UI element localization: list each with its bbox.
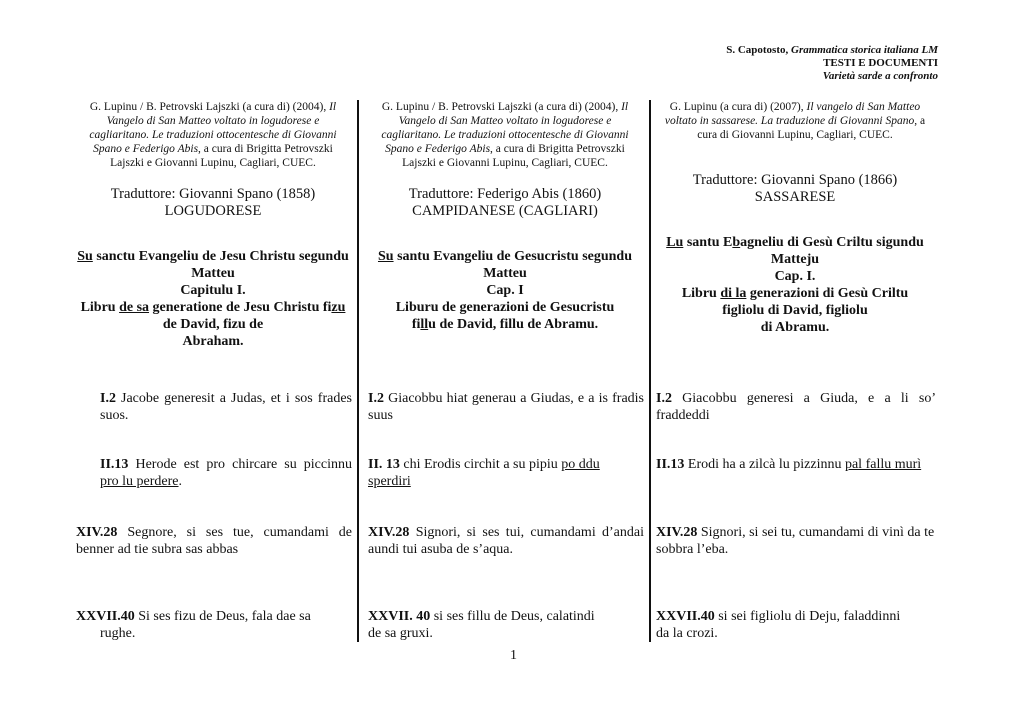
citation: G. Lupinu / B. Petrovski Lajszki (a cura di) (2004), Il Vangelo di San Matteo voltato in logudorese e cagliaritano. Le traduzioni ottocentesche di Giovanni Spano e Federigo Abis, a cura di Brigitta Petrovszki Lajszki e Giovanni Lupinu, Cagliari, CUEC. [381, 101, 629, 169]
gospel-title: Su sanctu Evangeliu de Jesu Christu segundu Matteu Capitulu I. Libru de sa generatione de Jesu Christu fizu de David, fizu de Abraham. [77, 249, 349, 349]
translator-block [70, 186, 356, 220]
translator: Traduttore: Federigo Abis (1860) [408, 186, 602, 202]
column-sassarese [650, 100, 940, 642]
verse-1-2: I.2 Giacobbu hiat generau a Giudas, e a is fradis suus [368, 391, 645, 423]
verse-1-2: I.2 Jacobe generesit a Judas, et i sos frades suos. [100, 391, 352, 423]
verse-27-40: XXVII.40 Si ses fizu de Deus, fala dae sa rughe. [76, 609, 311, 641]
translator: Traduttore: Giovanni Spano (1866) [692, 172, 898, 188]
translator-block [650, 172, 940, 206]
header-author: S. Capotosto, [726, 44, 789, 56]
translator-block [362, 186, 648, 220]
variety: SASSARESE [754, 189, 836, 205]
verse-14-28: XIV.28 Signori, si ses tui, cumandami d’andai aundi tui asuba de s’aqua. [368, 525, 644, 557]
verse-27-40: XXVII. 40 si ses fillu de Deus, calatindi de sa gruxi. [368, 609, 595, 641]
verse-2-13: II.13 Erodi ha a zilcà lu pizzinnu pal fallu murì [656, 457, 922, 472]
column-logudorese [70, 100, 356, 642]
gospel-title: Lu santu Ebagneliu di Gesù Criltu sigundu Matteju Cap. I. Libru di la generazioni di Gesù Criltu figliolu di David, figliolu di Abramu. [666, 235, 924, 335]
verse-1-2: I.2 Giacobbu generesi a Giuda, e a li so’ fraddeddi [656, 391, 936, 423]
verse-14-28: XIV.28 Signori, si sei tu, cumandami di vinì da te sobbra l’eba. [656, 525, 935, 557]
translator: Traduttore: Giovanni Spano (1858) [110, 186, 316, 202]
variety: CAMPIDANESE (CAGLIARI) [412, 203, 598, 219]
verse-2-13: II.13 Herode est pro chircare su piccinnu pro lu perdere. [100, 457, 353, 489]
header-book-title: Grammatica storica italiana LM [791, 44, 938, 56]
page-number: 1 [510, 648, 517, 663]
citation: G. Lupinu / B. Petrovski Lajszki (a cura di) (2004), Il Vangelo di San Matteo voltato in logudorese e cagliaritano. Le traduzioni ottocentesche di Giovanni Spano e Federigo Abis, a cura di Brigitta Petrovszki Lajszki e Giovanni Lupinu, Cagliari, CUEC. [89, 101, 337, 169]
header-subsection: Varietà sarde a confronto [822, 70, 938, 82]
citation: G. Lupinu (a cura di) (2007), Il vangelo di San Matteo voltato in sassarese. La traduzione di Giovanni Spano, a cura di Giovanni Lupinu, Cagliari, CUEC. [664, 101, 926, 141]
verse-27-40: XXVII.40 si sei figliolu di Deju, faladdinni da la crozi. [656, 609, 901, 641]
verse-2-13: II. 13 chi Erodis circhit a su pipiu po ddu sperdiri [368, 457, 600, 489]
column-campidanese [362, 100, 648, 642]
gospel-title: Su santu Evangeliu de Gesucristu segundu Matteu Cap. I Liburu de generazioni de Gesucristu fillu de David, fillu de Abramu. [377, 249, 633, 332]
header-section: TESTI E DOCUMENTI [823, 57, 938, 69]
column-divider [357, 100, 359, 642]
verse-14-28: XIV.28 Segnore, si ses tue, cumandami de benner ad tie subra sas abbas [76, 525, 353, 557]
page-header [726, 44, 938, 83]
variety: LOGUDORESE [164, 203, 262, 219]
